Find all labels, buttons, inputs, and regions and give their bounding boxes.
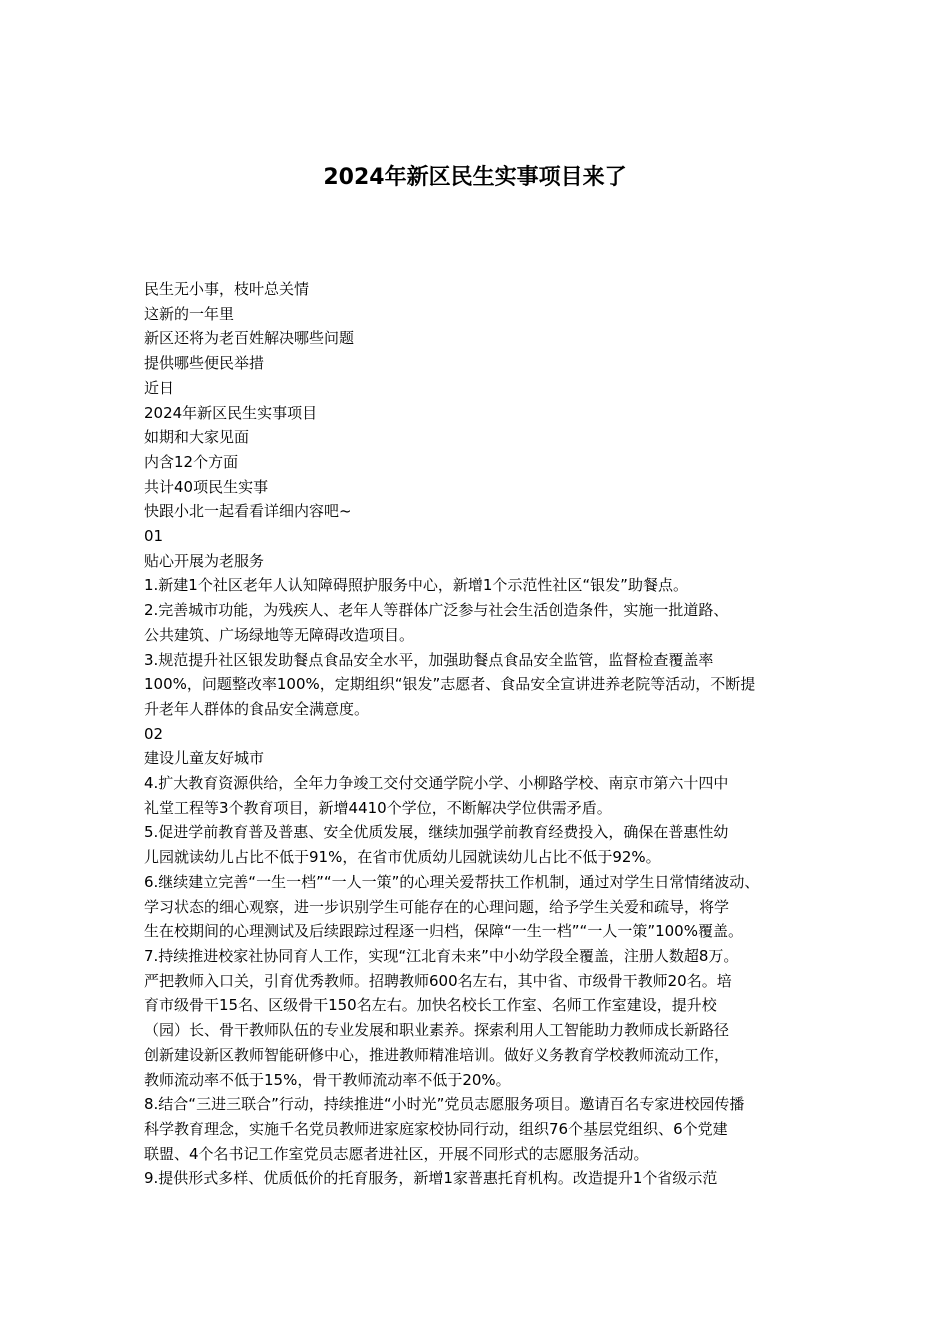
document-title: 2024年新区民生实事项目来了 [323,165,627,190]
intro-line: 如期和大家见面 [144,428,250,447]
section-number: 01 [144,527,164,546]
item-line: 1.新建1个社区老年人认知障碍照护服务中心，新增1个示范性社区“银发”助餐点。 [144,576,688,595]
document-body [144,277,814,1191]
intro-line: 这新的一年里 [144,304,235,323]
intro-line: 民生无小事，枝叶总关情 [144,280,310,298]
list-item [144,944,814,1092]
list-item [144,1166,814,1191]
item-line: 3.规范提升社区银发助餐点食品安全水平，加强助餐点食品安全监管，监督检查覆盖率 [144,650,714,669]
item-line: 9.提供形式多样、优质低价的托育服务，新增1家普惠托育机构。改造提升1个省级示范 [144,1169,718,1188]
intro-line: 新区还将为老百姓解决哪些问题 [144,329,355,348]
item-line: 科学教育理念，实施千名党员教师进家庭家校协同行动，组织76个基层党组织、6个党建 [144,1119,728,1138]
list-item [144,648,814,722]
section-heading: 贴心开展为老服务 [144,551,265,570]
section-heading: 建设儿童友好城市 [144,749,265,768]
intro-line: 提供哪些便民举措 [144,354,265,373]
item-line: 7.持续推进校家社协同育人工作，实现“江北育未来”中小幼学段全覆盖，注册人数超8万。 [144,946,739,965]
list-item [144,573,814,598]
intro-line: 2024年新区民生实事项目 [144,403,318,422]
item-line: 严把教师入口关，引育优秀教师。招聘教师600名左右，其中省、市级骨干教师20名。培 [144,971,732,990]
list-item [144,598,814,647]
item-line: 升老年人群体的食品安全满意度。 [144,699,370,718]
intro-line: 近日 [144,378,175,397]
list-item [144,1092,814,1166]
item-line: 5.促进学前教育普及普惠、安全优质发展，继续加强学前教育经费投入，确保在普惠性幼 [144,823,729,842]
item-line: 学习状态的细心观察，进一步识别学生可能存在的心理问题，给予学生关爱和疏导，将学 [144,897,730,916]
item-line: 公共建筑、广场绿地等无障碍改造项目。 [144,625,415,644]
item-line: 礼堂工程等3个教育项目，新增4410个学位，不断解决学位供需矛盾。 [144,798,612,817]
item-line: 育市级骨干15名、区级骨干150名左右。加快名校长工作室、名师工作室建设，提升校 [144,996,717,1015]
item-line: 4.扩大教育资源供给，全年力争竣工交付交通学院小学、小柳路学校、南京市第六十四中 [144,774,729,793]
intro-line: 快跟小北一起看看详细内容吧~ [144,502,352,521]
intro-block [144,277,814,524]
item-line: （园）长、骨干教师队伍的专业发展和职业素养。探索利用人工智能助力教师成长新路径 [144,1021,730,1040]
item-line: 8.结合“三进三联合”行动，持续推进“小时光”党员志愿服务项目。邀请百名专家进校园传播 [144,1095,745,1114]
section-02 [144,722,814,1191]
intro-line: 共计40项民生实事 [144,477,269,496]
section-number: 02 [144,724,164,743]
item-line: 6.继续建立完善“一生一档”“一人一策”的心理关爱帮扶工作机制，通过对学生日常情绪波动、 [144,872,760,891]
list-item [144,771,814,820]
section-01 [144,524,814,722]
list-item [144,820,814,869]
item-line: 2.完善城市功能，为残疾人、老年人等群体广泛参与社会生活创造条件，实施一批道路、 [144,601,729,620]
item-line: 教师流动率不低于15%，骨干教师流动率不低于20%。 [144,1070,511,1089]
item-line: 创新建设新区教师智能研修中心，推进教师精准培训。做好义务教育学校教师流动工作， [144,1045,730,1064]
item-line: 100%，问题整改率100%，定期组织“银发”志愿者、食品安全宣讲进养老院等活动，不断提 [144,675,756,694]
intro-line: 内含12个方面 [144,452,239,471]
item-line: 联盟、4个名书记工作室党员志愿者进社区，开展不同形式的志愿服务活动。 [144,1144,649,1163]
item-line: 儿园就读幼儿占比不低于91%，在省市优质幼儿园就读幼儿占比不低于92%。 [144,848,661,867]
item-line: 生在校期间的心理测试及后续跟踪过程逐一归档，保障“一生一档”“一人一策”100%覆盖。 [144,922,743,941]
list-item [144,870,814,944]
